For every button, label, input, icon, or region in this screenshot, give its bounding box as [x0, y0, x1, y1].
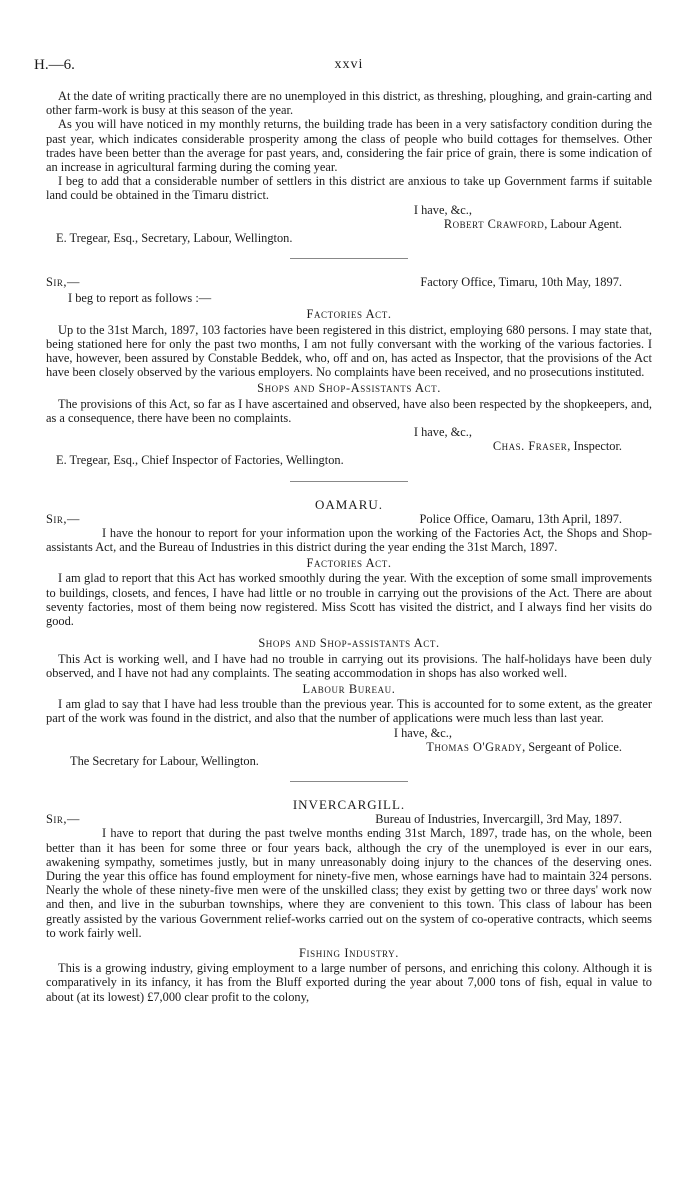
- signatory-name: Thomas O'Grady: [426, 739, 523, 754]
- closing-line: I have, &c.,: [413, 425, 472, 440]
- page-reference: H.—6.: [34, 57, 75, 73]
- paragraph: I have the honour to report for your information upon the working of the Factories Act, the Shops and Shop-assistants Act, and the Bureau of Industries in this district during the year ending the 31st March, 1897.: [46, 525, 652, 555]
- sender-address: Police Office, Oamaru, 13th April, 1897.: [419, 511, 622, 526]
- addressee: The Secretary for Labour, Wellington.: [70, 753, 259, 768]
- signatory-title: , Sergeant of Police.: [522, 739, 622, 754]
- section-divider: [290, 258, 408, 259]
- signatory-name: Chas. Fraser: [492, 439, 568, 454]
- district-heading: OAMARU.: [314, 496, 384, 512]
- section-heading: Fishing Industry.: [299, 945, 399, 960]
- salutation-line: [46, 275, 652, 289]
- signature: [46, 740, 652, 754]
- paragraph: I have to report that during the past twelve months ending 31st March, 1897, trade has, on the whole, been better than it has been for some three or four years back, although the cry of the unemployed is ever in our ears, awakening sympathy, sometimes justly, but in many unreasonably doing injury to the chances of the deserving ones. During the year this office has found employment for ninety-five men, whose earnings have had to maintain 324 persons. Nearly the whole of these ninety-five men were of the unskilled class; they exist by getting two or three days' work now and then, and live in the suburban townships, where they are convenient to this town. This class of labour has been greatly assisted by the various Government relief-works carried out on the system of co-operative contracts, which seems to work fairly well.: [46, 826, 652, 940]
- signatory-title: , Inspector.: [567, 439, 622, 454]
- signatory-title: , Labour Agent.: [544, 216, 622, 231]
- paragraph: I am glad to report that this Act has worked smoothly during the year. With the exception of some small improvements to buildings, closets, and fences, I have had little or no trouble in carrying out the provisions of the Act. There are about seventy factories, most of them being now registered. Miss Scott has visited the district, and I always find her visits do good.: [46, 571, 652, 629]
- sender-address: Factory Office, Timaru, 10th May, 1897.: [420, 275, 622, 290]
- salutation: Sir,—: [46, 812, 80, 827]
- signatory-name: Robert Crawford: [443, 216, 545, 231]
- paragraph: This is a growing industry, giving employment to a large number of persons, and enriching this colony. Although it is comparatively in its infancy, it has from the Bluff exported during the year about 7,000 tons of fish, equal in value to about (at its lowest) £7,000 clear profit to the colony,: [46, 961, 652, 1004]
- district-heading: INVERCARGILL.: [292, 797, 406, 813]
- section-heading: Shops and Shop-Assistants Act.: [257, 381, 441, 396]
- section-heading: Labour Bureau.: [302, 681, 396, 696]
- section-heading: Factories Act.: [306, 307, 392, 322]
- section-divider: [290, 481, 408, 482]
- sender-address: Bureau of Industries, Invercargill, 3rd May, 1897.: [375, 812, 622, 827]
- paragraph: I beg to add that a considerable number of settlers in this district are anxious to take up Government farms if suitable land could be obtained in the Timaru district.: [46, 174, 652, 203]
- page-number: xxvi: [334, 57, 364, 72]
- salutation-line: [46, 512, 652, 526]
- paragraph: At the date of writing practically there are no unemployed in this district, as threshing, ploughing, and grain-carting and other farm-work is busy at this season of the year.: [46, 89, 652, 118]
- section-divider: [290, 781, 408, 782]
- addressee: E. Tregear, Esq., Secretary, Labour, Wellington.: [56, 231, 293, 246]
- signature: [46, 439, 652, 453]
- closing-line: I have, &c.,: [393, 725, 452, 740]
- document-body: [46, 89, 652, 1004]
- salutation: Sir,—: [46, 511, 80, 526]
- paragraph: As you will have noticed in my monthly returns, the building trade has been in a very satisfactory condition during the past year, which indicates considerable prosperity among the class of people who build cottages for themselves. Other trades have been better than the average for past years, and, considering the fair price of grain, there is some indication of an increase in agricultural farming during the coming year.: [46, 117, 652, 175]
- closing-line: I have, &c.,: [413, 202, 472, 217]
- signature: [46, 217, 652, 231]
- paragraph: I beg to report as follows :—: [68, 291, 212, 306]
- addressee: E. Tregear, Esq., Chief Inspector of Factories, Wellington.: [56, 453, 344, 468]
- paragraph: The provisions of this Act, so far as I have ascertained and observed, have also been respected by the shopkeepers, and, as a consequence, there have been no complaints.: [46, 396, 652, 425]
- page-header: [34, 57, 652, 76]
- paragraph: I am glad to say that I have had less trouble than the previous year. This is accounted for to some extent, as the greater part of the work was found in the district, and also that the number of applications were much less than last year.: [46, 697, 652, 726]
- salutation: Sir,—: [46, 275, 80, 290]
- section-heading: Factories Act.: [306, 556, 392, 571]
- salutation-line: [46, 812, 652, 826]
- section-heading: Shops and Shop-assistants Act.: [258, 636, 440, 651]
- paragraph: Up to the 31st March, 1897, 103 factories have been registered in this district, employing 680 persons. I may state that, being stationed here for only the past two months, I am not fully conversant with the working of the various factories. I have, however, been assured by Constable Beddek, who, off and on, has acted as Inspector, that the provisions of the Act have been closely observed by the various employers. No complaints have been received, and no prosecutions instituted.: [46, 322, 652, 380]
- paragraph: This Act is working well, and I have had no trouble in carrying out its provisions. The half-holidays have been duly observed, and I have not had any complaints. The seating accommodation in shops has also worked well.: [46, 651, 652, 680]
